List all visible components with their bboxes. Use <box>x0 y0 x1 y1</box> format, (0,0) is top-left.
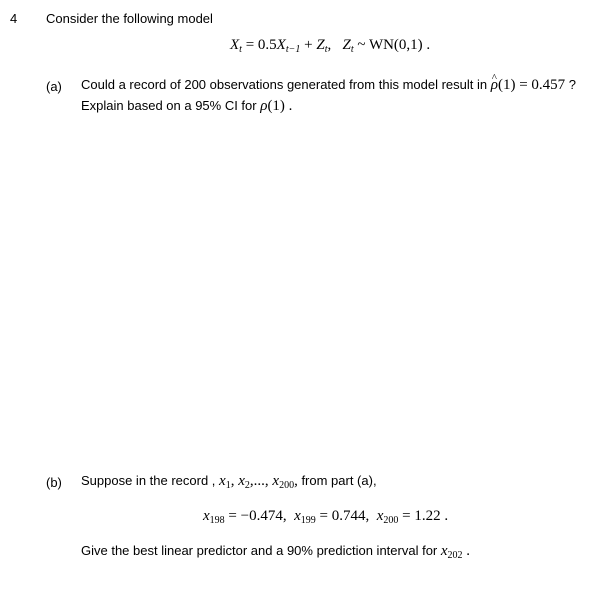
model-z2-sub: t <box>350 44 354 55</box>
seq-x1-sub: 1 <box>225 480 231 491</box>
rho-symbol: ρ <box>260 98 268 114</box>
val-200-var: x <box>376 508 384 524</box>
model-z2: Z <box>342 37 351 53</box>
model-dist: ~ WN(0,1) . <box>353 37 431 53</box>
model-z: Z <box>316 37 325 53</box>
part-a-line2-text: Explain based on a 95% CI for <box>81 98 257 113</box>
target-end: . <box>462 543 471 559</box>
seq-x1: x <box>219 473 226 489</box>
val-198: = −0.474, <box>224 508 295 524</box>
part-b-line1 <box>81 473 377 489</box>
val-198-var: x <box>203 508 210 524</box>
val-198-sub: 198 <box>209 515 225 526</box>
seq-sep2: ,..., <box>249 473 273 489</box>
question-intro: Consider the following model <box>46 11 213 26</box>
part-a-label: (a) <box>46 79 62 94</box>
seq-x2-sub: 2 <box>244 480 250 491</box>
val-199-var: x <box>294 508 301 524</box>
seq-sep1: , <box>230 473 239 489</box>
part-a-line2 <box>81 98 292 114</box>
target-sub: 202 <box>447 550 463 561</box>
model-plus: + <box>300 37 317 53</box>
part-b-line1-tail: from part (a), <box>301 473 377 488</box>
rho-arg: (1) . <box>267 98 293 114</box>
model-z-sub: t <box>324 44 328 55</box>
val-199-sub: 199 <box>300 515 316 526</box>
model-comma: , <box>327 37 343 53</box>
model-lhs: X <box>230 37 240 53</box>
seq-x200: x <box>272 473 280 489</box>
model-xlag-sub: t−1 <box>285 44 301 55</box>
part-a-line1 <box>81 77 576 93</box>
rho-hat: ^ ρ <box>491 77 498 93</box>
val-199: = 0.744, <box>315 508 377 524</box>
seq-x2: x <box>238 473 245 489</box>
model-lhs-sub: t <box>239 44 242 55</box>
part-b-values <box>203 508 448 524</box>
part-b-label: (b) <box>46 475 62 490</box>
part-a-qmark: ? <box>565 77 576 92</box>
model-xlag: X <box>276 37 286 53</box>
val-200: = 1.22 . <box>398 508 449 524</box>
part-a-line1-text: Could a record of 200 observations generated from this model result in <box>81 77 488 92</box>
part-b-line3-text: Give the best linear predictor and a 90% prediction interval for <box>81 543 438 558</box>
target-var: x <box>440 543 448 559</box>
question-number: 4 <box>10 11 18 26</box>
part-b-line1-text: Suppose in the record , <box>81 473 216 488</box>
val-200-sub: 200 <box>383 515 399 526</box>
part-b-line3 <box>81 543 470 559</box>
seq-x200-sub: 200 <box>279 480 295 491</box>
model-equation <box>230 37 430 53</box>
rho-hat-arg: (1) = 0.457 <box>497 77 566 93</box>
model-eq: = 0.5 <box>241 37 277 53</box>
seq-sep3: , <box>294 473 298 489</box>
